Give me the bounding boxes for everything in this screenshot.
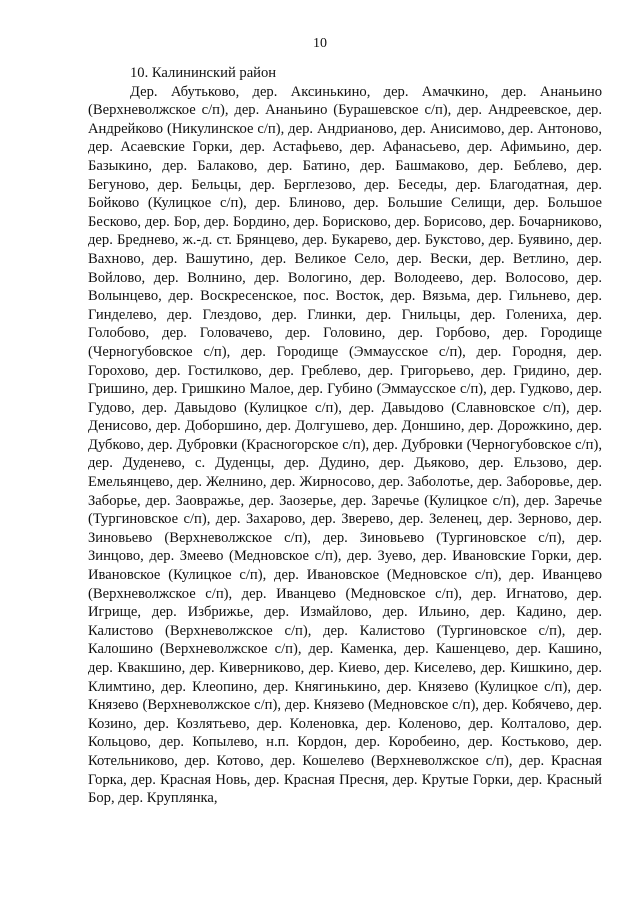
document-body xyxy=(88,64,602,808)
page-number: 10 xyxy=(313,36,327,51)
section-heading: 10. Калининский район xyxy=(130,65,277,81)
settlement-list-paragraph: Дер. Абутьково, дер. Аксинькино, дер. Амачкино, дер. Ананьино (Верхневолжское с/п), дер. Ананьино (Бурашевское с/п), дер. Андреевское, дер. Андрейково (Никулинское с/п), дер. Андрианово, дер. Анисимово, дер. Антоново, дер. Асаевские Горки, дер. Астафьево, дер. Афанасьево, дер. Афимьино, дер. Базыкино, дер. Балаково, дер. Батино, дер. Башмаково, дер. Беблево, дер. Бегуново, дер. Бельцы, дер. Берглезово, дер. Беседы, дер. Благодатная, дер. Бойково (Кулицкое с/п), дер. Блиново, дер. Большие Селищи, дер. Большое Бесково, дер. Бор, дер. Бордино, дер. Борисково, дер. Борисово, дер. Бочарниково, дер. Бреднево, ж.-д. ст. Брянцево, дер. Букарево, дер. Букстово, дер. Буявино, дер. Вахново, дер. Вашутино, дер. Великое Село, дер. Вески, дер. Ветлино, дер. Войлово, дер. Волнино, дер. Вологино, дер. Володеево, дер. Волосово, дер. Волынцево, дер. Воскресенское, пос. Восток, дер. Вязьма, дер. Гильнево, дер. Гинделево, дер. Глездово, дер. Глинки, дер. Гнильцы, дер. Голениха, дер. Голобово, дер. Головачево, дер. Головино, дер. Горбово, дер. Городище (Черногубовское с/п), дер. Городище (Эммаусское с/п), дер. Городня, дер. Горохово, дер. Гостилково, дер. Греблево, дер. Григорьево, дер. Гридино, дер. Гришино, дер. Гришкино Малое, дер. Губино (Эммаусское с/п), дер. Гудково, дер. Гудово, дер. Давыдово (Кулицкое с/п), дер. Давыдово (Славновское с/п), дер. Денисово, дер. Доборшино, дер. Долгушево, дер. Доншино, дер. Дорожкино, дер. Дубково, дер. Дубровки (Красногорское с/п), дер. Дубровки (Черногубовское с/п), дер. Дуденево, с. Дуденцы, дер. Дудино, дер. Дьяково, дер. Ельзово, дер. Емельянцево, дер. Желнино, дер. Жирносово, дер. Заболотье, дер. Заборовье, дер. Заборье, дер. Заовражье, дер. Заозерье, дер. Заречье (Кулицкое с/п), дер. Заречье (Тургиновское с/п), дер. Захарово, дер. Зверево, дер. Зеленец, дер. Зерново, дер. Зиновьево (Верхневолжское с/п), дер. Зиновьево (Тургиновское с/п), дер. Зинцово, дер. Змеево (Медновское с/п), дер. Зуево, дер. Ивановские Горки, дер. Ивановское (Кулицкое с/п), дер. Ивановское (Медновское с/п), дер. Иванцево (Верхневолжское с/п), дер. Иванцево (Медновское с/п), дер. Игнатово, дер. Игрище, дер. Избрижье, дер. Измайлово, дер. Ильино, дер. Кадино, дер. Калистово (Верхневолжское с/п), дер. Калистово (Тургиновское с/п), дер. Калошино (Верхневолжское с/п), дер. Каменка, дер. Кашенцево, дер. Кашино, дер. Квакшино, дер. Киверниково, дер. Киево, дер. Киселево, дер. Кишкино, дер. Климтино, дер. Клеопино, дер. Княгинькино, дер. Князево (Кулицкое с/п), дер. Князево (Верхневолжское с/п), дер. Князево (Медновское с/п), дер. Кобячево, дер. Козино, дер. Козлятьево, дер. Коленовка, дер. Коленово, дер. Колталово, дер. Кольцово, дер. Копылево, н.п. Кордон, дер. Коробеино, дер. Костьково, дер. Котельниково, дер. Котово, дер. Кошелево (Верхневолжское с/п), дер. Красная Горка, дер. Красная Новь, дер. Красная Пресня, дер. Крутые Горки, дер. Красный Бор, дер. Круплянка, xyxy=(88,83,602,807)
